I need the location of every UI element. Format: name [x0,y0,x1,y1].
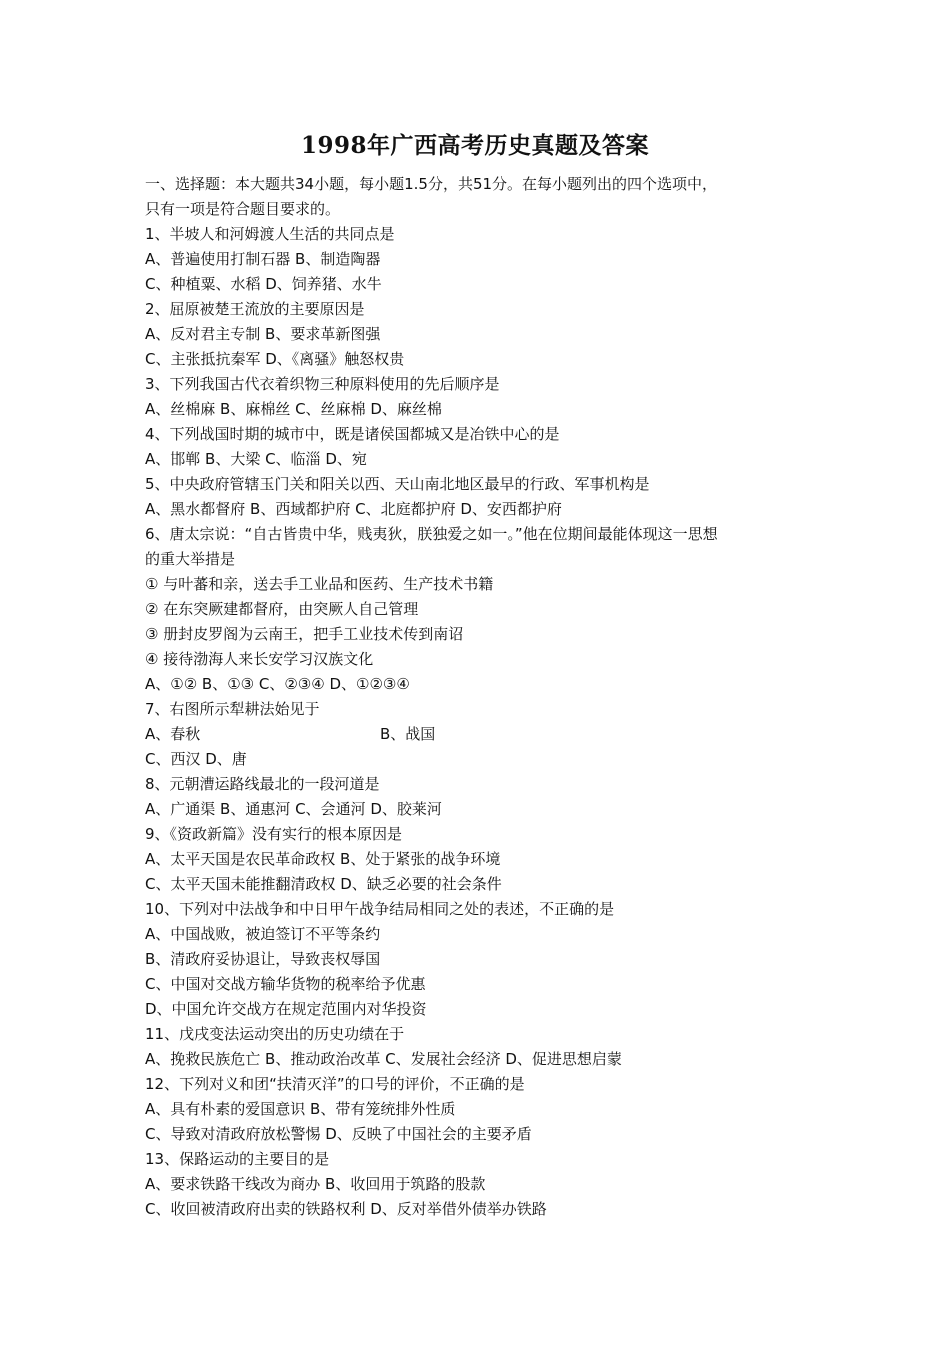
document-body [145,172,815,1222]
text-line: 2、屈原被楚王流放的主要原因是 [145,300,365,318]
text-line: ① 与叶蕃和亲，送去手工业品和医药、生产技术书籍 [145,575,494,593]
text-line: 只有一项是符合题目要求的。 [145,200,341,218]
text-line: 10、下列对中法战争和中日甲午战争结局相同之处的表述，不正确的是 [145,900,615,918]
document-title: 1998年广西高考历史真题及答案 [300,132,649,159]
text-line: D、中国允许交战方在规定范围内对华投资 [145,1000,427,1018]
q7-options-row [145,722,815,747]
text-line: 1、半坡人和河姆渡人生活的共同点是 [145,225,395,243]
text-line: A、广通渠 B、通惠河 C、会通河 D、胶莱河 [145,800,442,818]
text-line: A、挽救民族危亡 B、推动政治改革 C、发展社会经济 D、促进思想启蒙 [145,1050,622,1068]
text-line: C、导致对清政府放松警惕 D、反映了中国社会的主要矛盾 [145,1125,532,1143]
text-line: B、清政府妥协退让，导致丧权辱国 [145,950,381,968]
text-line: A、具有朴素的爱国意识 B、带有笼统排外性质 [145,1100,456,1118]
text-line: A、普遍使用打制石器 B、制造陶器 [145,250,381,268]
question-block-before [145,172,815,722]
text-line: ④ 接待渤海人来长安学习汉族文化 [145,650,374,668]
text-line: A、丝棉麻 B、麻棉丝 C、丝麻棉 D、麻丝棉 [145,400,442,418]
text-line: A、太平天国是农民革命政权 B、处于紧张的战争环境 [145,850,501,868]
text-line: A、黑水都督府 B、西域都护府 C、北庭都护府 D、安西都护府 [145,500,562,518]
text-line: C、种植粟、水稻 D、饲养猪、水牛 [145,275,382,293]
text-line: C、中国对交战方输华货物的税率给予优惠 [145,975,426,993]
q7-option-a: A、春秋 [145,725,201,743]
text-line: 12、下列对义和团“扶清灭洋”的口号的评价，不正确的是 [145,1075,525,1093]
text-line: 4、下列战国时期的城市中，既是诸侯国都城又是冶铁中心的是 [145,425,560,443]
text-line: ③ 册封皮罗阁为云南王，把手工业技术传到南诏 [145,625,464,643]
text-line: 8、元朝漕运路线最北的一段河道是 [145,775,380,793]
text-line: 一、选择题：本大题共34小题，每小题1.5分，共51分。在每小题列出的四个选项中， [145,175,718,193]
text-line: 3、下列我国古代衣着织物三种原料使用的先后顺序是 [145,375,500,393]
text-line: A、①② B、①③ C、②③④ D、①②③④ [145,675,410,693]
text-line: A、反对君主专制 B、要求革新图强 [145,325,381,343]
text-line: A、要求铁路干线改为商办 B、收回用于筑路的股款 [145,1175,486,1193]
text-line: 的重大举措是 [145,550,236,568]
text-line: C、太平天国未能推翻清政权 D、缺乏必要的社会条件 [145,875,502,893]
text-line: A、邯郸 B、大梁 C、临淄 D、宛 [145,450,367,468]
q7-option-b: B、战国 [380,725,436,743]
text-line: 11、戊戌变法运动突出的历史功绩在于 [145,1025,405,1043]
text-line: 7、右图所示犁耕法始见于 [145,700,320,718]
text-line: C、收回被清政府出卖的铁路权利 D、反对举借外债举办铁路 [145,1200,547,1218]
text-line: 9、《资政新篇》没有实行的根本原因是 [145,825,403,843]
text-line: A、中国战败，被迫签订不平等条约 [145,925,381,943]
text-line: ② 在东突厥建都督府，由突厥人自己管理 [145,600,419,618]
question-block-after [145,747,815,1222]
text-line: 6、唐太宗说：“自古皆贵中华，贱夷狄，朕独爱之如一。”他在位期间最能体现这一思想 [145,525,718,543]
text-line: C、主张抵抗秦军 D、《离骚》触怒权贵 [145,350,405,368]
text-line: C、西汉 D、唐 [145,750,247,768]
text-line: 13、保路运动的主要目的是 [145,1150,330,1168]
text-line: 5、中央政府管辖玉门关和阳关以西、天山南北地区最早的行政、军事机构是 [145,475,650,493]
